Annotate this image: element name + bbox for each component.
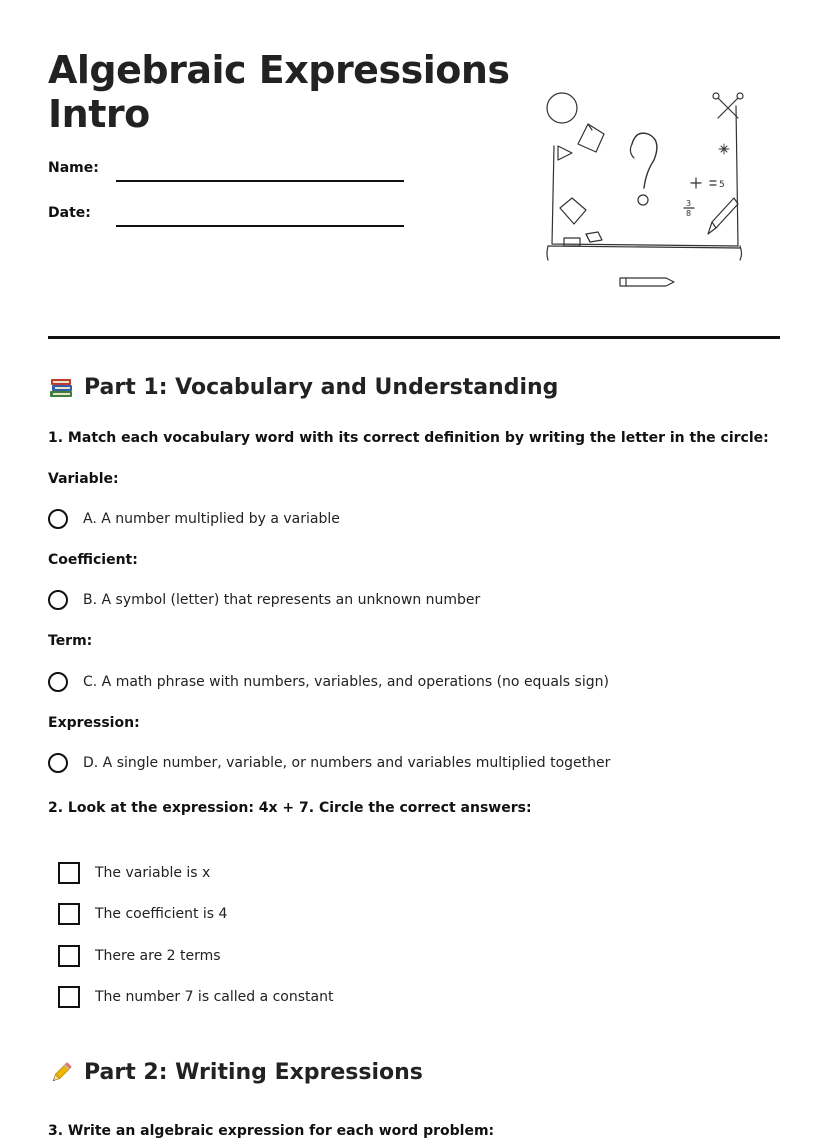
name-field[interactable]	[48, 158, 408, 188]
vocab-word: Expression:	[48, 715, 140, 731]
definition-text: C. A math phrase with numbers, variables, and operations (no equals sign)	[83, 674, 609, 690]
svg-text:3: 3	[686, 199, 692, 208]
question-2: 2. Look at the expression: 4x + 7. Circle the correct answers:	[48, 800, 532, 816]
header-divider	[48, 336, 780, 339]
answer-circle[interactable]	[48, 753, 68, 773]
question-1: 1. Match each vocabulary word with its correct definition by writing the letter in the circle:	[48, 430, 769, 446]
date-write-line[interactable]	[116, 225, 404, 227]
answer-circle[interactable]	[48, 509, 68, 529]
vocab-word: Coefficient:	[48, 552, 138, 568]
vocab-word: Term:	[48, 633, 93, 649]
checkbox-label: The variable is x	[95, 865, 211, 881]
checkbox-row[interactable]	[58, 985, 333, 1009]
answer-checkbox[interactable]	[58, 862, 80, 884]
name-write-line[interactable]	[116, 180, 404, 182]
definition-text: B. A symbol (letter) that represents an unknown number	[83, 592, 481, 608]
math-chalkboard-doodle-icon	[540, 84, 750, 294]
name-label: Name:	[48, 160, 99, 176]
answer-checkbox[interactable]	[58, 903, 80, 925]
checkbox-row[interactable]	[58, 861, 210, 885]
checkbox-label: The number 7 is called a constant	[95, 989, 334, 1005]
vocab-word: Variable:	[48, 471, 119, 487]
svg-text:5: 5	[719, 180, 725, 190]
books-icon	[48, 375, 74, 401]
definition-row	[48, 588, 480, 612]
answer-circle[interactable]	[48, 590, 68, 610]
date-label: Date:	[48, 205, 91, 221]
part1-heading-text: Part 1: Vocabulary and Understanding	[84, 375, 559, 400]
checkbox-label: There are 2 terms	[95, 948, 221, 964]
part2-heading	[48, 1059, 423, 1087]
answer-checkbox[interactable]	[58, 986, 80, 1008]
definition-text: A. A number multiplied by a variable	[83, 511, 340, 527]
page-title	[48, 48, 518, 136]
definition-row	[48, 751, 610, 775]
definition-row	[48, 507, 340, 531]
answer-circle[interactable]	[48, 672, 68, 692]
pencil-icon	[48, 1060, 74, 1086]
part2-heading-text: Part 2: Writing Expressions	[84, 1060, 423, 1085]
answer-checkbox[interactable]	[58, 945, 80, 967]
date-field[interactable]	[48, 203, 408, 233]
part1-heading	[48, 374, 558, 402]
svg-text:8: 8	[686, 209, 692, 218]
checkbox-label: The coefficient is 4	[95, 906, 228, 922]
title-line-2: Intro	[48, 92, 150, 136]
definition-row	[48, 670, 609, 694]
checkbox-row[interactable]	[58, 902, 227, 926]
title-line-1: Algebraic Expressions	[48, 48, 510, 92]
question-3-partial: 3. Write an algebraic expression for each word problem:	[48, 1123, 495, 1139]
definition-text: D. A single number, variable, or numbers and variables multiplied together	[83, 755, 611, 771]
checkbox-row[interactable]	[58, 944, 221, 968]
